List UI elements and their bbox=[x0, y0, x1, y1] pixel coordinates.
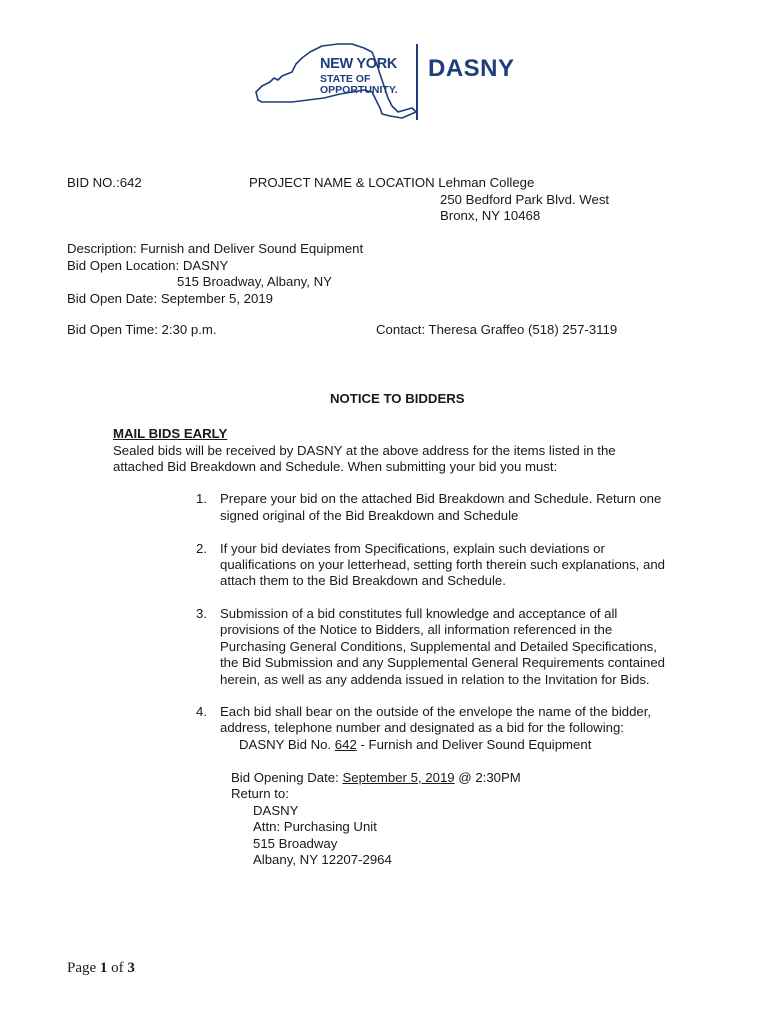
intro-line: attached Bid Breakdown and Schedule. When submitting your bid you must: bbox=[113, 459, 558, 474]
return-to-label: Return to: bbox=[231, 786, 289, 801]
project-address-line1: 250 Bedford Park Blvd. West bbox=[440, 192, 610, 207]
list-item-line: Purchasing General Conditions, Supplemental and Detailed Specifications, bbox=[220, 639, 657, 654]
bid-contact: Contact: Theresa Graffeo (518) 257-3119 bbox=[376, 322, 618, 337]
return-address-line: 515 Broadway bbox=[253, 836, 338, 851]
list-item-number: 3. bbox=[196, 606, 207, 621]
logo-ny-line3: OPPORTUNITY. bbox=[320, 84, 398, 96]
bid-number: BID NO.:642 bbox=[67, 175, 142, 190]
page-prefix: Page bbox=[67, 960, 100, 976]
notice-title: NOTICE TO BIDDERS bbox=[330, 391, 465, 406]
list-item-line: attach them to the Bid Breakdown and Schedule. bbox=[220, 573, 506, 588]
return-address-line: Attn: Purchasing Unit bbox=[253, 819, 377, 834]
bid-opening-date bbox=[231, 770, 521, 787]
list-item-line: signed original of the Bid Breakdown and Schedule bbox=[220, 508, 519, 523]
logo-ny-line2: STATE OF bbox=[320, 73, 371, 85]
opening-prefix: Bid Opening Date: bbox=[231, 770, 343, 785]
list-item-number: 2. bbox=[196, 541, 207, 556]
envelope-prefix: DASNY Bid No. bbox=[239, 737, 335, 752]
list-item-line: Submission of a bid constitutes full knowledge and acceptance of all bbox=[220, 606, 618, 621]
page-total: 3 bbox=[127, 960, 135, 976]
list-item-number: 1. bbox=[196, 491, 207, 506]
bid-description: Description: Furnish and Deliver Sound Equipment bbox=[67, 241, 364, 256]
intro-line: Sealed bids will be received by DASNY at the above address for the items listed in the bbox=[113, 443, 616, 458]
list-item-line: Prepare your bid on the attached Bid Breakdown and Schedule. Return one bbox=[220, 491, 662, 506]
envelope-bid-designation bbox=[239, 737, 591, 754]
opening-date: September 5, 2019 bbox=[342, 770, 455, 785]
project-name-location: PROJECT NAME & LOCATION Lehman College bbox=[249, 175, 535, 190]
envelope-suffix: - Furnish and Deliver Sound Equipment bbox=[356, 737, 592, 752]
return-address-line: Albany, NY 12207-2964 bbox=[253, 852, 392, 867]
return-address-line: DASNY bbox=[253, 803, 299, 818]
logo-divider bbox=[416, 44, 418, 120]
page-number: 1 bbox=[99, 960, 108, 976]
list-item-line: the Bid Submission and any Supplemental General Requirements contained bbox=[220, 655, 665, 670]
bid-open-date: Bid Open Date: September 5, 2019 bbox=[67, 291, 274, 306]
bid-open-location: Bid Open Location: DASNY bbox=[67, 258, 229, 273]
bid-open-location-address: 515 Broadway, Albany, NY bbox=[177, 274, 332, 289]
page-indicator bbox=[67, 960, 135, 977]
section-title: MAIL BIDS EARLY bbox=[113, 426, 228, 441]
logo-ny-line1: NEW YORK bbox=[320, 56, 398, 72]
list-item-line: If your bid deviates from Specifications, explain such deviations or bbox=[220, 541, 605, 556]
project-address-line2: Bronx, NY 10468 bbox=[440, 208, 541, 223]
list-item-line: Each bid shall bear on the outside of the envelope the name of the bidder, bbox=[220, 704, 652, 719]
list-item-number: 4. bbox=[196, 704, 207, 719]
list-item-line: provisions of the Notice to Bidders, all information referenced in the bbox=[220, 622, 613, 637]
logo-dasny: DASNY bbox=[428, 55, 515, 82]
bid-open-time: Bid Open Time: 2:30 p.m. bbox=[67, 322, 217, 337]
list-item-line: herein, as well as any addenda issued in relation to the Invitation for Bids. bbox=[220, 672, 650, 687]
list-item-line: qualifications on your letterhead, setting forth therein such explanations, and bbox=[220, 557, 665, 572]
envelope-bid-number: 642 bbox=[334, 737, 357, 752]
page-of: of bbox=[107, 960, 128, 976]
list-item-line: address, telephone number and designated as a bid for the following: bbox=[220, 720, 624, 735]
opening-suffix: @ 2:30PM bbox=[454, 770, 521, 785]
